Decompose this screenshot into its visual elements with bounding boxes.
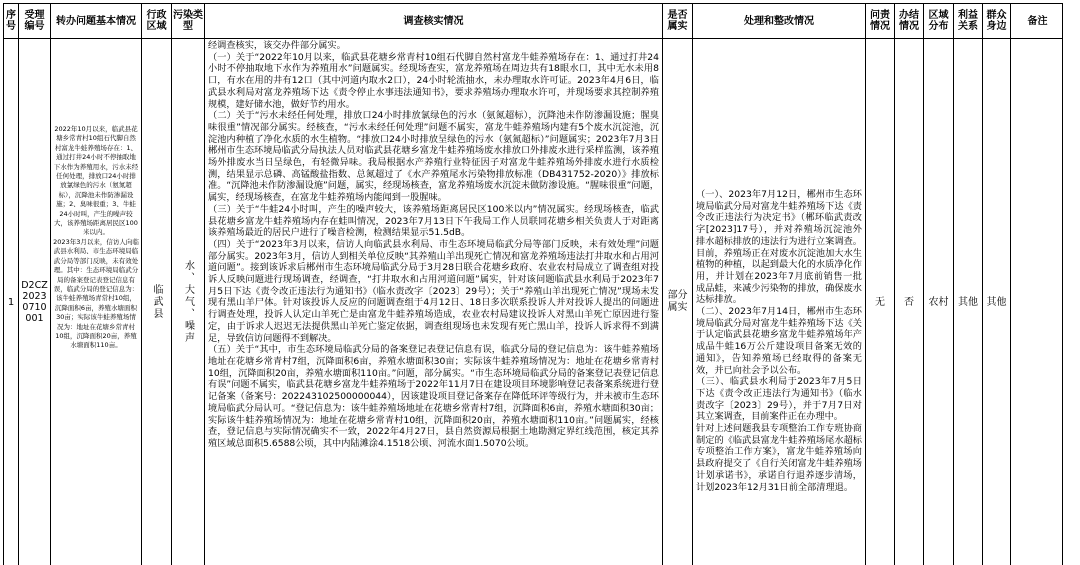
header-seq: 序号 (4, 4, 19, 38)
survey-paragraph: 经调查核实，该交办件部分属实。 (208, 40, 346, 51)
header-region: 行政区域 (142, 4, 172, 38)
handling-paragraph: （二）、2023年7月14日，郴州市生态环境局临武分局对富龙牛蛙养殖场下达《关于认定临武县花塘乡富龙牛蛙养殖场年产成品牛蛙16万公斤建设项目备案无效的通知》，告知养殖场已经取得的备案无效，并已向社会予以公布。 (696, 306, 862, 376)
table-row (3, 39, 1063, 565)
acceptance-number: D2CZ20230710001 (21, 280, 48, 324)
verified-text: 部分属实 (667, 290, 688, 313)
pollution-text: 水、大气、噪声 (182, 260, 194, 344)
header-accountability: 问责情况 (866, 4, 895, 38)
survey-text (205, 39, 662, 450)
cell-seq: 1 (4, 39, 19, 565)
cell-handling (693, 39, 866, 565)
survey-paragraph: （三）关于“牛蛙24小时叫，产生的噪声较大，该养殖场距离居民区100米以内”情况属实。经现场核查，临武县花塘乡富龙牛蛙养殖场内存在蛙叫情况，2023年7月13日下午我局工作人员联同花塘乡相关负责人于对距离该养殖场最近的居民户进行了噪音检测，检测结果显示51.5dB。 (208, 203, 659, 239)
handling-text (693, 39, 865, 493)
table-header-row (3, 3, 1063, 39)
cell-accountability: 无 (866, 39, 895, 565)
handling-paragraph: 针对上述问题我县专项整治工作专班协商制定的《临武县富龙牛蛙养殖场尾水超标专项整治工作方案》，富龙牛蛙养殖场向县政府提交了《自行关闭富龙牛蛙养殖场计划承诺书》，承诺自行退养逐步清场，计划2023年12月31日前全部清理退。 (696, 423, 862, 493)
header-issue: 转办问题基本情况 (51, 4, 142, 38)
cell-interest: 其他 (954, 39, 983, 565)
issue-paragraph: 2023年3月以来，信访人向临武县水利局、市生态环境局临武分局等部门反映，未有效处理。其中：生态环境局临武分局的备案登记表登记信息有误，临武分局的登记信息为：该牛蛙养殖场青常村10组，沉降面积6亩，养殖水塘面积30亩；实际该牛蛙养殖场情况为：地址在花塘乡常青村10组，沉降面积20亩，养殖水塘面积110亩。 (53, 237, 139, 350)
cell-pollution (172, 39, 205, 565)
handling-paragraph: （一）、2023年7月12日，郴州市生态环境局临武分局对富龙牛蛙养殖场下达《责令改正违法行为决定书》（郴环临武责改字[2023]17号），并对养殖场沉淀池外排水超标排放的违法行为进行立案调查。目前，养殖场正在对废水沉淀池加大水生植物的种植，以起到最大化的水质净化作用，并计划在2023年7月底前销售一批成品蛙，来减少污染物的排放，确保废水达标排放。 (696, 189, 862, 306)
cell-region (142, 39, 172, 565)
header-interest: 利益关系 (954, 4, 983, 38)
cell-survey (205, 39, 663, 565)
handling-paragraph: （三）、临武县水利局于2023年7月5日下达《责令改正违法行为通知书》（临水责改字〔2023〕29号），并于7月7日对其立案调查，目前案件正在办理中。 (696, 376, 862, 423)
region-text: 临武县 (151, 284, 162, 320)
cell-verified (663, 39, 693, 565)
header-office: 办结情况 (895, 4, 924, 38)
header-survey: 调查核实情况 (205, 4, 663, 38)
header-id: 受理编号 (19, 4, 51, 38)
header-remark: 备注 (1027, 15, 1048, 27)
cell-distribution: 农村 (924, 39, 954, 565)
header-pollution: 污染类型 (172, 4, 205, 38)
survey-paragraph: （一）关于“2022年10月以来，临武县花塘乡常青村10组石代脚自然村富龙牛蛙养殖场存在：1、通过打井24小时不停抽取地下水作为养殖用水”问题属实。经现场查实，富龙养殖场在周边共有18眼水口，其中无水未用8口，有水在用的井有12口（其中河道内取水2口），24小时轮流抽水，未办理取水许可证。2023年4月6日，临武县水利局对富龙养殖场下达《责令停止水事违法通知书》，要求养殖场办理取水许可，并现场要求其控制养殖规模，建好储水池，做好节约用水。 (208, 51, 659, 110)
issue-summary (51, 39, 141, 351)
cell-mass: 其他 (983, 39, 1011, 565)
cell-id (19, 39, 51, 565)
header-mass: 群众身边 (983, 4, 1011, 38)
survey-paragraph: （二）关于“污水未经任何处理，排放口24小时排放氯绿色的污水（氨氮超标），沉降池未作防渗漏设施；腥臭味很重”情况部分属实。经核查，“污水未经任何处理”问题不属实，富龙牛蛙养殖场内建有5个废水沉淀池，沉淀池内种植了净化水质的水生植物。“排放口24小时排放呈绿色的污水（氨氮超标）”问题属实；2023年7月3日郴州市生态环境局临武分局执法人员对临武县花塘乡富龙牛蛙养殖场废水排放口外排废水进行采样监测，该养殖场外排废水当日呈绿色，有轻微异味。我局根据水产养殖行业特征因子对富龙牛蛙养殖场外排废水进行水质检测，结果显示总磷、高锰酸盐指数、总氮超过了《水产养殖尾水污染物排放标准（DB431752-2020）》排放标准。“沉降池未作防渗漏设施”问题，属实，经现场核查，富龙养殖场废水沉淀未做防渗设施。“腥味很重”问题，属实，经现场核查，在富龙牛蛙养殖场内能闻到一股腥味。 (208, 110, 659, 204)
cell-office: 否 (895, 39, 924, 565)
survey-paragraph: （四）关于“2023年3月以来，信访人向临武县水利局、市生态环境局临武分局等部门反映，未有效处理”问题部分属实。2023年3月，信访人到相关单位反映“其养殖山羊出现死亡情况和富龙养殖场违法打井取水和占用河道问题”。接到该诉求后郴州市生态环境局临武分局于3月28日联合花塘乡政府、农业农村局成立了调查组对投诉人反映问题进行现场调查，经调查，“打井取水和占用河道问题”属实，针对该问题临武县水利局于2023年7月5日下达《责令改正违法行为通知书》（临水责改字〔2023〕29号）；关于“养殖山羊出现死亡情况”现场未发现有黑山羊尸体。针对该投诉人反应的问题调查组于4月12日、18日多次联系投诉人并对投诉人提出的问题进行调查处理，投诉人认定山羊死亡是由富龙牛蛙养殖场造成，农业农村局建议投诉人对黑山羊死亡原因进行鉴定，由于诉求人迟迟无法提供黑山羊死亡鉴定依据，调查组现场也未发现有死亡黑山羊，投诉人诉求得不到满足，导致信访问题得不到解决。 (208, 238, 659, 344)
header-handling: 处理和整改情况 (693, 4, 866, 38)
cell-issue (51, 39, 142, 565)
header-distribution: 区域分布 (924, 4, 954, 38)
cell-remark (1011, 39, 1063, 565)
issue-paragraph: 2022年10月以来，临武县花塘乡常青村10组石代脚自然村富龙牛蛙养殖场存在：1、通过打井24小时不停抽取地下水作为养殖用水，污水未经任何处理，排放口24小时排放氯绿色的污水（氨氮超标），沉降池未作防渗漏设施；2、臭味很重；3、牛蛙24小时叫，产生的噪声较大，该养殖场距离居民区100米以内。 (53, 125, 139, 237)
survey-paragraph: （五）关于“其中，市生态环境局临武分局的备案登记表登记信息有误，临武分局的登记信息为：该牛蛙养殖场地址在花塘乡常青村7组，沉降面积6亩，养殖水塘面积30亩；实际该牛蛙养殖场情况为：地址在花塘乡常青村10组，沉降面积20亩，养殖水塘面积110亩。”问题，部分属实。“市生态环境局临武分局的备案登记表登记信息有误”问题不属实，临武县花塘乡富龙牛蛙养殖场于2022年11月7日在建设项目环境影响登记表备案系统进行登记备案（备案号：202243102500000044），因该建设项目登记备案存在降低环评等级行为，并未被市生态环境局临武分局认可。“登记信息为：该牛蛙养殖场地址在花塘乡常青村7组，沉降面积6亩，养殖水塘面积30亩；实际该牛蛙养殖场情况为：地址在花塘乡常青村10组，沉降面积20亩，养殖水塘面积110亩。”问题属实，经核查，登记信息与实际情况确实不一致，2022年4月27日，县自然资源局根据土地勘测定界红线范围，核定其养殖区域总面积5.6588公顷，其中内陆滩涂4.1518公顷、河流水面1.5070公顷。 (208, 344, 659, 449)
header-verified: 是否属实 (663, 4, 693, 38)
